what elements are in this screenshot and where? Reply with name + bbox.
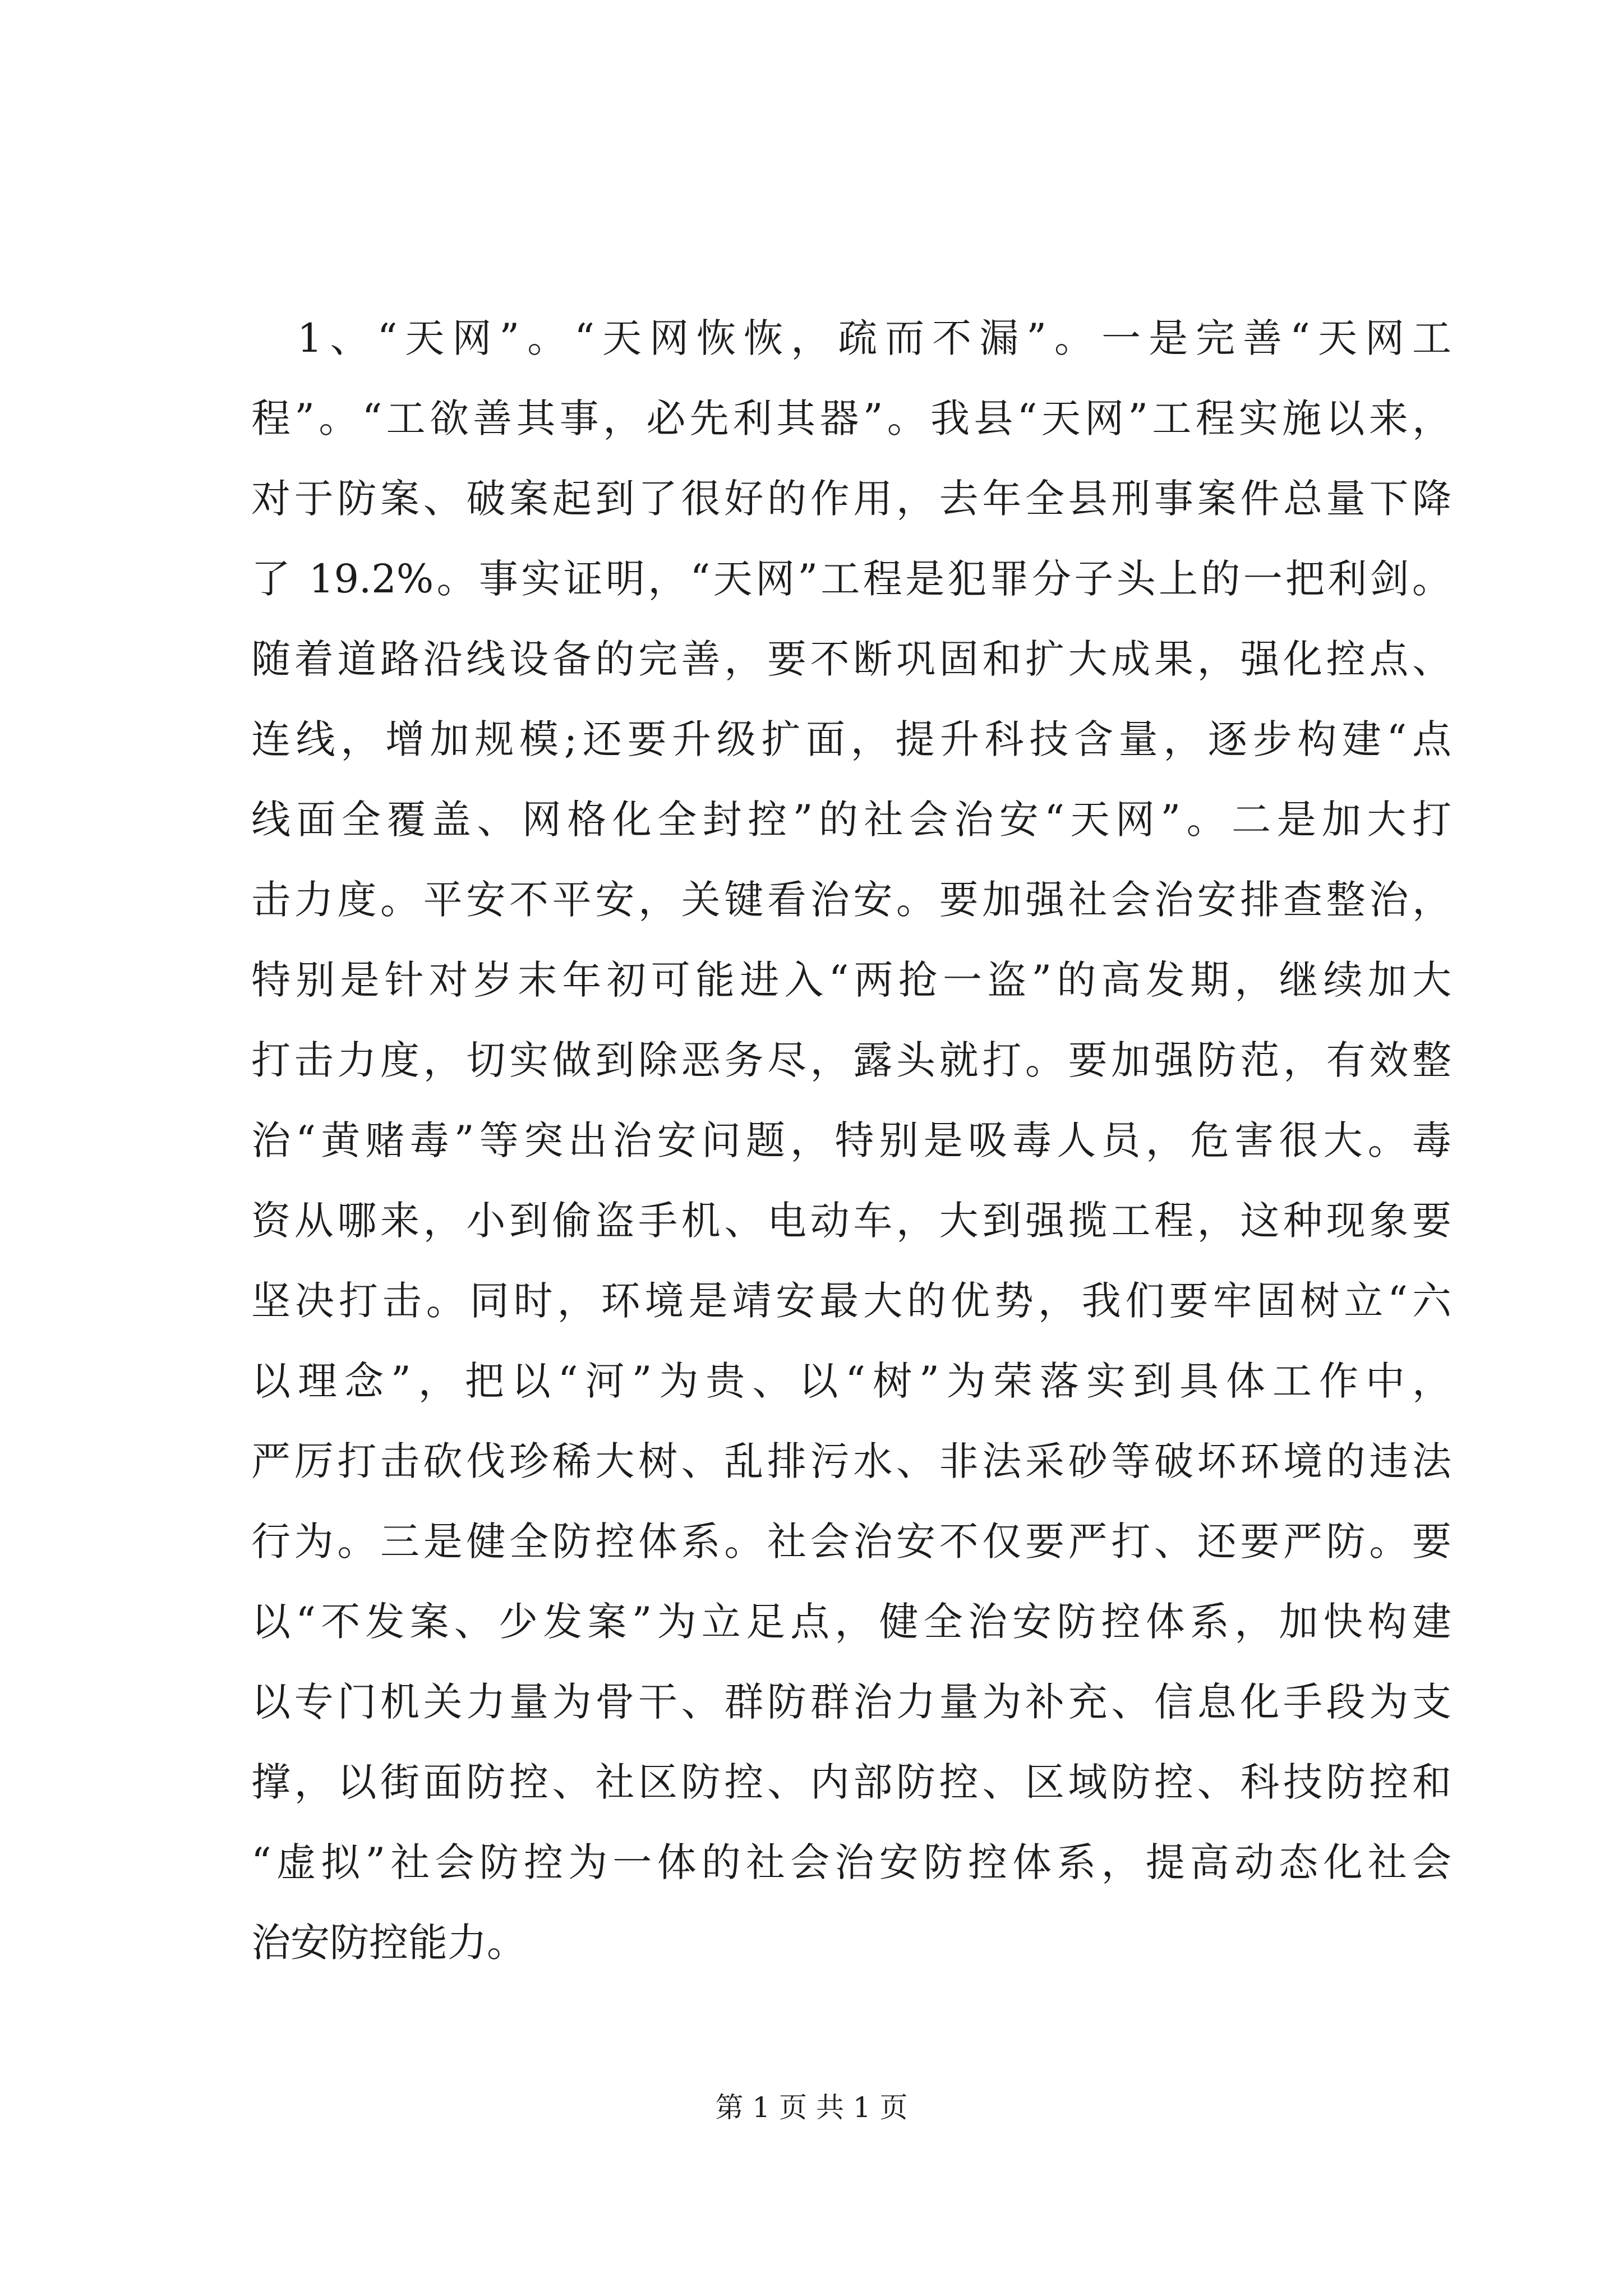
paragraph-line-15: 严厉打击砍伐珍稀大树、乱排污水、非法采砂等破坏环境的违法 bbox=[251, 1438, 1451, 1484]
paragraph-line-8: 击力度。平安不平安，关键看治安。要加强社会治安排查整治， bbox=[251, 877, 1451, 923]
paragraph-line-10: 打击力度，切实做到除恶务尽，露头就打。要加强防范，有效整 bbox=[251, 1037, 1451, 1083]
paragraph-line-14: 以理念”，把以“河”为贵、以“树”为荣落实到具体工作中， bbox=[251, 1358, 1451, 1404]
paragraph-line-16: 行为。三是健全防控体系。社会治安不仅要严打、还要严防。要 bbox=[251, 1519, 1451, 1565]
paragraph-line-7: 线面全覆盖、网格化全封控”的社会治安“天网”。二是加大打 bbox=[251, 797, 1451, 843]
paragraph-line-21: 治安防控能力。 bbox=[251, 1920, 526, 1966]
paragraph-line-9: 特别是针对岁末年初可能进入“两抢一盗”的高发期，继续加大 bbox=[251, 957, 1451, 1003]
paragraph-line-11: 治“黄赌毒”等突出治安问题，特别是吸毒人员，危害很大。毒 bbox=[251, 1117, 1451, 1163]
paragraph-line-13: 坚决打击。同时，环境是靖安最大的优势，我们要牢固树立“六 bbox=[251, 1278, 1451, 1324]
paragraph-line-17: 以“不发案、少发案”为立足点，健全治安防控体系，加快构建 bbox=[251, 1599, 1451, 1645]
paragraph-line-18: 以专门机关力量为骨干、群防群治力量为补充、信息化手段为支 bbox=[251, 1679, 1451, 1725]
paragraph-line-4: 了 19.2%。事实证明，“天网”工程是犯罪分子头上的一把利剑。 bbox=[251, 556, 1451, 602]
paragraph-line-6: 连线，增加规模;还要升级扩面，提升科技含量，逐步构建“点 bbox=[251, 716, 1451, 762]
paragraph-line-3: 对于防案、破案起到了很好的作用，去年全县刑事案件总量下降 bbox=[251, 476, 1451, 522]
paragraph-line-2: 程”。“工欲善其事，必先利其器”。我县“天网”工程实施以来， bbox=[251, 395, 1451, 441]
paragraph-line-1: 1、“天网”。“天网恢恢，疏而不漏”。一是完善“天网工 bbox=[297, 315, 1451, 361]
paragraph-line-12: 资从哪来，小到偷盗手机、电动车，大到强揽工程，这种现象要 bbox=[251, 1198, 1451, 1244]
paragraph-line-19: 撑，以街面防控、社区防控、内部防控、区域防控、科技防控和 bbox=[251, 1759, 1451, 1805]
paragraph-line-5: 随着道路沿线设备的完善，要不断巩固和扩大成果，强化控点、 bbox=[251, 636, 1451, 682]
paragraph-line-20: “虚拟”社会防控为一体的社会治安防控体系，提高动态化社会 bbox=[251, 1839, 1451, 1885]
page-number-footer: 第 1 页 共 1 页 bbox=[715, 2091, 908, 2124]
